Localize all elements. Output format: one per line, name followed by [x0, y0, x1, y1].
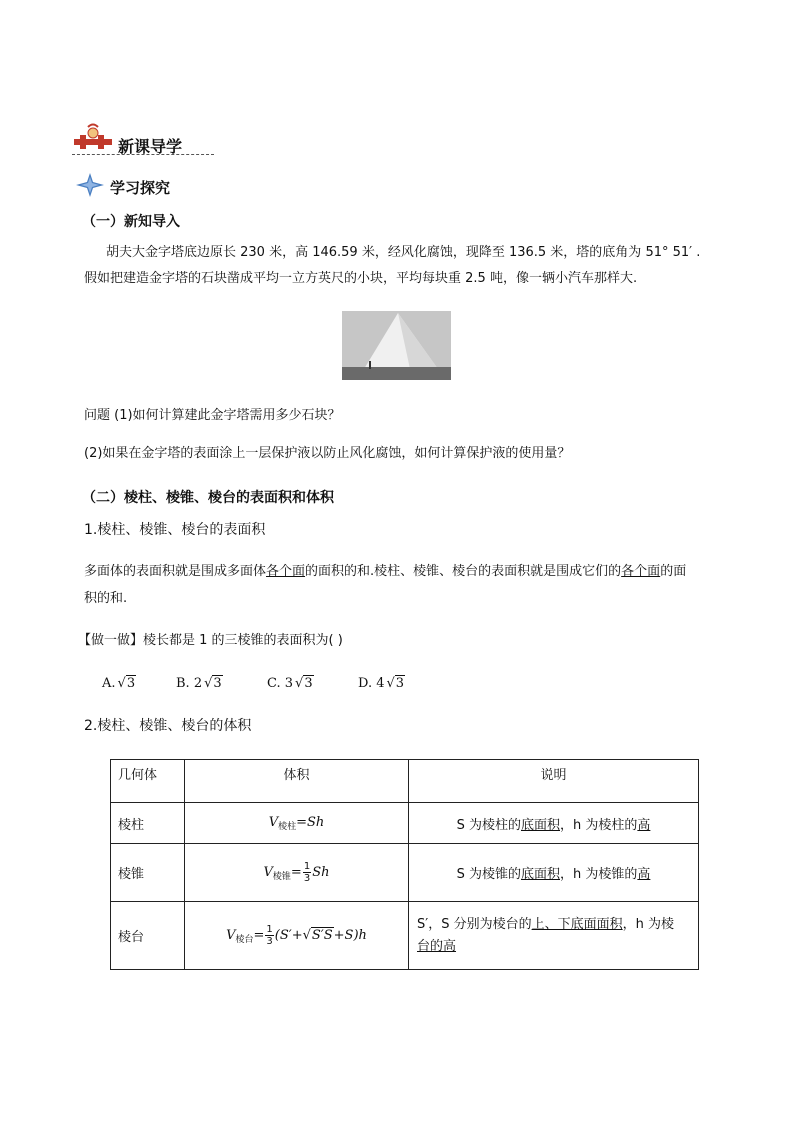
solid-name: 棱台	[111, 902, 185, 970]
description: S′，S 分别为棱台的上、下底面面积，h 为棱 台的高	[409, 902, 699, 970]
section-title: 学习探究	[110, 179, 171, 197]
table-row	[111, 803, 699, 844]
table-row	[111, 902, 699, 970]
description: S 为棱锥的底面积，h 为棱锥的高	[409, 844, 699, 902]
header-volume: 体积	[185, 760, 409, 803]
option-c: C. 3 √3	[267, 676, 313, 691]
underline-each-face-2: 各个面	[621, 564, 661, 579]
question-2: (2)如果在金字塔的表面涂上一层保护液以防止风化腐蚀，如何计算保护液的使用量？	[84, 446, 571, 461]
exercise-prompt: 【做一做】棱长都是 1 的三棱锥的表面积为( )	[78, 633, 343, 648]
bell-flag-icon	[72, 123, 114, 153]
option-a: A. √3	[102, 676, 136, 691]
solid-name: 棱锥	[111, 844, 185, 902]
pyramid-photo	[342, 311, 451, 380]
subheading-surface-area: 1.棱柱、棱锥、棱台的表面积	[84, 522, 266, 538]
solid-name: 棱柱	[111, 803, 185, 844]
part2-heading: （二）棱柱、棱锥、棱台的表面积和体积	[82, 490, 334, 506]
intro-line-2: 假如把建造金字塔的石块凿成平均一立方英尺的小块，平均每块重 2.5 吨，像一辆小汽车那样大.	[84, 271, 638, 286]
question-1: 问题 (1)如何计算建此金字塔需用多少石块？	[84, 408, 341, 423]
volume-table	[110, 759, 699, 970]
volume-formula: $V_{棱锥}=$ $\frac{1}{3}$ Sh	[185, 844, 409, 902]
page-title: 新课导学	[118, 137, 183, 156]
table-row	[111, 844, 699, 902]
intro-line-1: 胡夫大金字塔底边原长 230 米，高 146.59 米，经风化腐蚀，现降至 136.5 米，塔的底角为 51° 51′ .	[106, 245, 701, 260]
title-underline	[72, 154, 214, 155]
part1-heading: （一）新知导入	[82, 214, 180, 230]
underline-each-face-1: 各个面	[266, 564, 306, 579]
volume-formula: $V_{棱柱}=Sh$	[185, 803, 409, 844]
definition-line-2: 积的和.	[84, 591, 128, 606]
option-b: B. 2 √3	[176, 676, 222, 691]
four-point-star-icon	[75, 172, 105, 198]
subheading-volume: 2.棱柱、棱锥、棱台的体积	[84, 718, 252, 734]
definition-line-1: 多面体的表面积就是围成多面体各个面的面积的和.棱柱、棱锥、棱台的表面积就是围成它们的各个面的面	[84, 564, 687, 579]
volume-formula: $V_{棱台}=$ $\frac{1}{3}$ (S′+√S′S+S)h	[185, 902, 409, 970]
table-header-row	[111, 760, 699, 803]
description: S 为棱柱的底面积，h 为棱柱的高	[409, 803, 699, 844]
option-d: D. 4 √3	[358, 676, 405, 691]
header-description: 说明	[409, 760, 699, 803]
header-solid: 几何体	[111, 760, 185, 803]
